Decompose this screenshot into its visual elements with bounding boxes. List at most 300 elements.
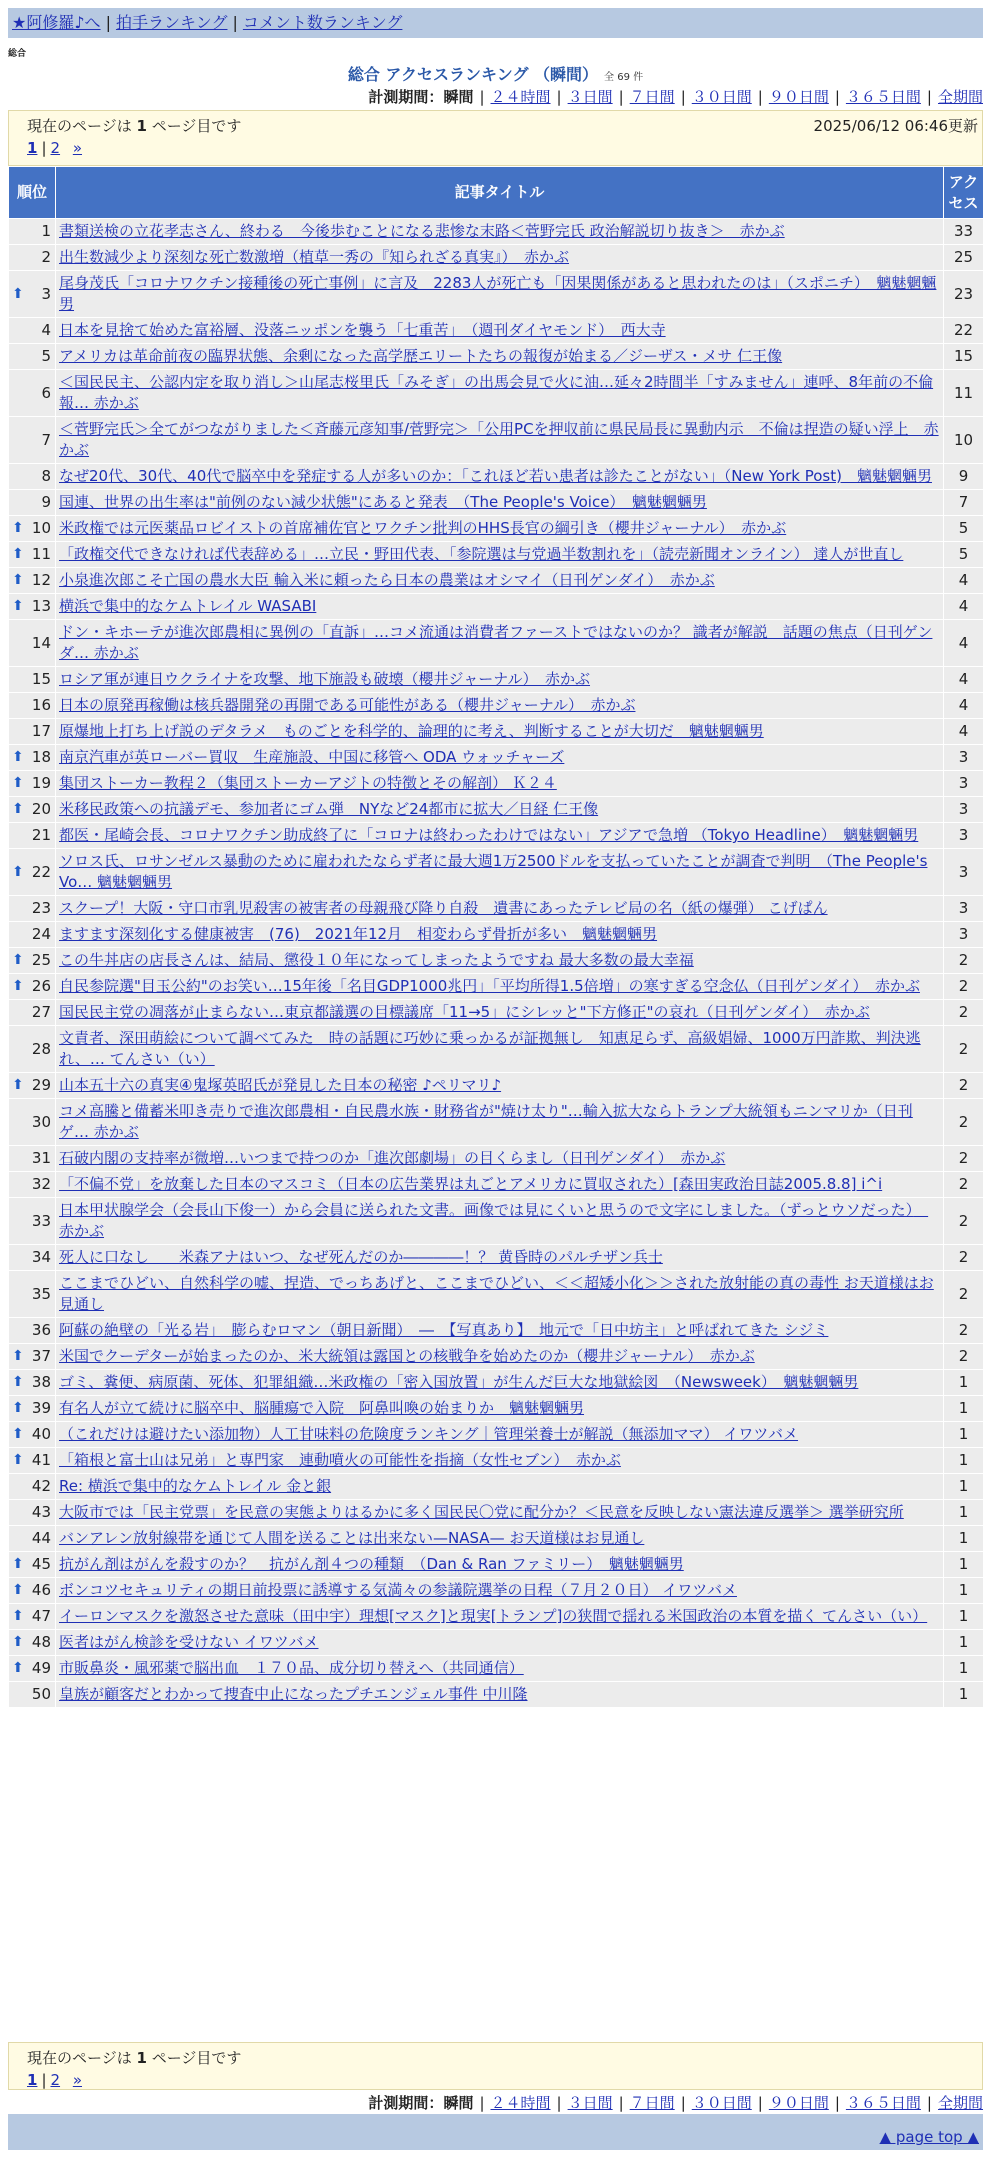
- title-cell: [56, 974, 944, 1000]
- access-count: 33: [944, 219, 984, 245]
- rank-number: 5: [41, 347, 51, 365]
- access-count: 4: [944, 693, 984, 719]
- title-cell: [56, 1500, 944, 1526]
- table-row: [9, 1682, 984, 1708]
- access-count: 3: [944, 922, 984, 948]
- table-row: [9, 219, 984, 245]
- rank-cell: [9, 823, 56, 849]
- period-separator: |: [834, 88, 840, 106]
- rank-cell: [9, 1073, 56, 1099]
- article-title-link[interactable]: Re: 横浜で集中的なケムトレイル 金と銀: [59, 1477, 332, 1495]
- access-count: 1: [944, 1630, 984, 1656]
- table-row: [9, 1448, 984, 1474]
- rank-number: 16: [31, 696, 51, 714]
- access-count: 1: [944, 1682, 984, 1708]
- rank-cell: [9, 1552, 56, 1578]
- rank-number: 1: [41, 222, 51, 240]
- rank-cell: [9, 344, 56, 370]
- rank-cell: [9, 1682, 56, 1708]
- rank-number: 39: [31, 1399, 51, 1417]
- title-cell: [56, 1422, 944, 1448]
- article-title-link[interactable]: 米政権では元医薬品ロビイストの首席補佐官とワクチン批判のHHS長官の綱引き（櫻井ジャーナル） 赤かぶ: [59, 519, 787, 537]
- rank-number: 20: [31, 800, 51, 818]
- rank-cell: [9, 1245, 56, 1271]
- table-row: [9, 542, 984, 568]
- period-option-link[interactable]: ３６５日間: [845, 2094, 921, 2112]
- title-cell: [56, 271, 944, 318]
- rank-number: 9: [41, 493, 51, 511]
- table-row: [9, 1500, 984, 1526]
- article-title-link[interactable]: ＜菅野完氏＞全てがつながりました＜斉藤元彦知事/菅野完＞「公用PCを押収前に県民局長に異動内示 不倫は捏造の疑い浮上 赤かぶ: [59, 420, 939, 459]
- article-title-link[interactable]: 南京汽車が英ローバー買収 生産施設、中国に移管へ ODA ウォッチャーズ: [59, 748, 565, 766]
- rank-cell: [9, 1344, 56, 1370]
- period-separator: |: [618, 88, 624, 106]
- page-links: 1 | 2 »: [27, 139, 83, 157]
- rank-number: 27: [31, 1003, 51, 1021]
- access-count: 2: [944, 1318, 984, 1344]
- item-count: 全 69 件: [604, 72, 644, 83]
- rank-cell: [9, 922, 56, 948]
- clap-ranking-link[interactable]: 拍手ランキング: [115, 13, 228, 32]
- rank-cell: [9, 974, 56, 1000]
- ranking-rows: [9, 219, 984, 1708]
- table-row: [9, 1000, 984, 1026]
- table-row: [9, 1271, 984, 1318]
- table-row: [9, 1073, 984, 1099]
- article-title-link[interactable]: 都医・尾崎会長、コロナワクチン助成終了に「コロナは終わったわけではない」アジアで急増 （Tokyo Headline） 魑魅魍魎男: [59, 826, 919, 844]
- access-count: 11: [944, 370, 984, 417]
- article-title-link[interactable]: イーロンマスクを激怒させた意味（田中宇）理想[マスク]と現実[トランプ]の狭間で揺れる米国政治の本質を描く てんさい（い）: [59, 1607, 928, 1625]
- title-cell: [56, 344, 944, 370]
- period-separator: |: [926, 2094, 932, 2112]
- article-title-link[interactable]: 抗がん剤はがんを殺すのか？ 抗がん剤４つの種類 （Dan & Ran ファミリー） 魑魅魍魎男: [59, 1555, 684, 1573]
- article-title-link[interactable]: 石破内閣の支持率が微増…いつまで持つのか「進次郎劇場」の目くらまし（日刊ゲンダイ） 赤かぶ: [59, 1149, 726, 1167]
- rank-up-arrow-icon: ⬆: [12, 1608, 24, 1624]
- access-count: 1: [944, 1474, 984, 1500]
- access-count: 3: [944, 771, 984, 797]
- access-count: 3: [944, 745, 984, 771]
- rank-cell: [9, 1656, 56, 1682]
- table-row: [9, 464, 984, 490]
- rank-up-arrow-icon: ⬆: [12, 775, 24, 791]
- rank-number: 6: [41, 383, 51, 402]
- article-title-link[interactable]: ますます深刻化する健康被害 (76) 2021年12月 相変わらず骨折が多い 魑魅魍魎男: [59, 925, 658, 943]
- rank-cell: [9, 318, 56, 344]
- article-title-link[interactable]: 市販鼻炎・風邪薬で脳出血 １７０品、成分切り替えへ（共同通信）: [59, 1659, 524, 1677]
- rank-cell: [9, 1526, 56, 1552]
- period-label: 計測期間：: [368, 88, 444, 106]
- title-cell: [56, 1000, 944, 1026]
- access-count: 7: [944, 490, 984, 516]
- article-title-link[interactable]: 原爆地上打ち上げ説のデタラメ ものごとを科学的、論理的に考え、判断することが大切だ 魑魅魍魎男: [59, 722, 764, 740]
- page-link-2[interactable]: 2: [50, 139, 61, 157]
- table-row: [9, 719, 984, 745]
- period-option-link[interactable]: 全期間: [937, 2094, 983, 2112]
- title-cell: [56, 1370, 944, 1396]
- period-option-link[interactable]: ３６５日間: [845, 88, 921, 106]
- title-cell: [56, 1146, 944, 1172]
- rank-up-arrow-icon: ⬆: [12, 1400, 24, 1416]
- title-cell: [56, 1271, 944, 1318]
- period-option-link[interactable]: ３０日間: [691, 2094, 752, 2112]
- rank-number: 44: [31, 1529, 51, 1547]
- title-cell: [56, 568, 944, 594]
- next-page-link[interactable]: »: [72, 139, 83, 157]
- period-option-link[interactable]: 全期間: [937, 88, 983, 106]
- access-count: 2: [944, 1271, 984, 1318]
- article-title-link[interactable]: 国連、世界の出生率は"前例のない減少状態"にあると発表 （The People's Voice） 魑魅魍魎男: [59, 493, 707, 511]
- title-cell: [56, 745, 944, 771]
- table-row: [9, 797, 984, 823]
- rank-number: 12: [31, 571, 51, 589]
- title-cell: [56, 1448, 944, 1474]
- table-row: [9, 620, 984, 667]
- article-title-link[interactable]: 書類送検の立花孝志さん、終わる 今後歩むことになる悲惨な末路＜菅野完氏 政治解説切り抜き＞ 赤かぶ: [59, 222, 785, 240]
- rank-cell: [9, 667, 56, 693]
- access-count: 3: [944, 849, 984, 896]
- updated-timestamp: 2025/06/12 06:46更新: [813, 117, 978, 135]
- table-row: [9, 1172, 984, 1198]
- rank-cell: [9, 1271, 56, 1318]
- ranking-title: 総合 アクセスランキング （瞬間）: [347, 65, 599, 84]
- access-count: 1: [944, 1422, 984, 1448]
- title-cell: [56, 1099, 944, 1146]
- rank-cell: [9, 594, 56, 620]
- title-cell: [56, 922, 944, 948]
- rank-up-arrow-icon: ⬆: [12, 1374, 24, 1390]
- table-row: [9, 849, 984, 896]
- table-row: [9, 922, 984, 948]
- rank-number: 48: [31, 1633, 51, 1651]
- table-row: [9, 1146, 984, 1172]
- table-row: [9, 823, 984, 849]
- table-row: [9, 771, 984, 797]
- title-cell: [56, 490, 944, 516]
- page-link-current[interactable]: 1: [27, 2071, 38, 2089]
- access-count: 1: [944, 1552, 984, 1578]
- article-title-link[interactable]: 山本五十六の真実④鬼塚英昭氏が発見した日本の秘密 ♪ペリマリ♪: [59, 1076, 502, 1094]
- home-link[interactable]: ★阿修羅♪へ: [12, 13, 101, 32]
- article-title-link[interactable]: 日本を見捨て始めた富裕層、没落ニッポンを襲う「七重苦」 （週刊ダイヤモンド） 西大寺: [59, 321, 666, 339]
- period-label: 計測期間：: [368, 2094, 444, 2112]
- article-title-link[interactable]: 文責者、深田萌絵について調べてみた 時の話題に巧妙に乗っかるが証拠無し 知恵足らず、高級娼婦、1000万円詐欺、判決逃れ、… てんさい（い）: [59, 1029, 921, 1068]
- rank-cell: [9, 1099, 56, 1146]
- title-cell: [56, 1474, 944, 1500]
- period-option-link[interactable]: ９０日間: [768, 2094, 829, 2112]
- title-cell: [56, 245, 944, 271]
- page-links: 1 | 2 »: [27, 2071, 83, 2089]
- rank-number: 30: [31, 1112, 51, 1131]
- rank-up-arrow-icon: ⬆: [12, 546, 24, 562]
- rank-number: 47: [31, 1607, 51, 1625]
- rank-cell: [9, 771, 56, 797]
- period-option-link[interactable]: ９０日間: [768, 88, 829, 106]
- access-count: 2: [944, 948, 984, 974]
- access-count: 2: [944, 1073, 984, 1099]
- rank-cell: [9, 1198, 56, 1245]
- access-count: 1: [944, 1448, 984, 1474]
- rank-up-arrow-icon: ⬆: [12, 1556, 24, 1572]
- rank-cell: [9, 464, 56, 490]
- rank-number: 36: [31, 1321, 51, 1339]
- table-row: [9, 417, 984, 464]
- rank-up-arrow-icon: ⬆: [12, 1426, 24, 1442]
- title-cell: [56, 370, 944, 417]
- title-cell: [56, 219, 944, 245]
- table-row: [9, 1526, 984, 1552]
- period-option-link[interactable]: ２４時間: [490, 2094, 551, 2112]
- article-title-link[interactable]: ＜国民民主、公認内定を取り消し＞山尾志桜里氏「みそぎ」の出馬会見で火に油…延々2時間半「すみません」連呼、8年前の不倫報… 赤かぶ: [59, 373, 934, 412]
- period-separator: |: [757, 2094, 763, 2112]
- table-row: [9, 1396, 984, 1422]
- access-count: 1: [944, 1526, 984, 1552]
- table-row: [9, 1099, 984, 1146]
- table-row: [9, 1370, 984, 1396]
- rank-number: 8: [41, 467, 51, 485]
- title-cell: [56, 693, 944, 719]
- article-title-link[interactable]: この牛丼店の店長さんは、結局、懲役１０年になってしまったようですね 最大多数の最大幸福: [59, 951, 694, 969]
- article-title-link[interactable]: ボンコツセキュリティの期日前投票に誘導する気満々の参議院選挙の日程（７月２０日） イワツバメ: [59, 1581, 737, 1599]
- article-title-link[interactable]: 「政権交代できなければ代表辞める」…立民・野田代表、「参院選は与党過半数割れを」（読売新聞オンライン） 達人が世直し: [59, 545, 904, 563]
- rank-number: 26: [31, 977, 51, 995]
- rank-number: 22: [31, 862, 51, 881]
- title-cell: [56, 948, 944, 974]
- title-cell: [56, 1396, 944, 1422]
- period-selector-top: [368, 86, 983, 107]
- title-cell: [56, 542, 944, 568]
- rank-header: 順位: [9, 167, 56, 219]
- table-row: [9, 344, 984, 370]
- rank-cell: [9, 797, 56, 823]
- page-title: [0, 62, 991, 85]
- period-separator: |: [479, 2094, 485, 2112]
- access-count: 4: [944, 594, 984, 620]
- article-title-link[interactable]: 米移民政策への抗議デモ、参加者にゴム弾 NYなど24都市に拡大／日経 仁王像: [59, 800, 599, 818]
- article-title-link[interactable]: 有名人が立て続けに脳卒中、脳腫瘍で入院 阿鼻叫喚の始まりか 魑魅魍魎男: [59, 1399, 585, 1417]
- title-cell: [56, 1172, 944, 1198]
- title-cell: [56, 1656, 944, 1682]
- period-selector-bottom: [368, 2092, 983, 2113]
- title-cell: [56, 594, 944, 620]
- article-title-link[interactable]: 医者はがん検診を受けない イワツバメ: [59, 1633, 319, 1651]
- rank-cell: [9, 490, 56, 516]
- table-row: [9, 1422, 984, 1448]
- title-cell: [56, 1552, 944, 1578]
- article-title-link[interactable]: ゴミ、糞便、病原菌、死体、犯罪組織…米政権の「密入国放置」が生んだ巨大な地獄絵図 （Newsweek） 魑魅魍魎男: [59, 1373, 859, 1391]
- article-title-link[interactable]: 死人に口なし 米森アナはいつ、なぜ死んだのか――――！？ 黄昏時のパルチザン兵士: [59, 1248, 663, 1266]
- article-title-link[interactable]: 米国でクーデターが始まったのか、米大統領は露国との核戦争を始めたのか（櫻井ジャーナル） 赤かぶ: [59, 1347, 755, 1365]
- access-count: 1: [944, 1370, 984, 1396]
- page-link-current[interactable]: 1: [27, 139, 38, 157]
- period-separator: |: [479, 88, 485, 106]
- article-title-link[interactable]: 「箱根と富士山は兄弟」と専門家 連動噴火の可能性を指摘（女性セブン） 赤かぶ: [59, 1451, 621, 1469]
- access-count: 1: [944, 1396, 984, 1422]
- rank-number: 21: [31, 826, 51, 844]
- table-row: [9, 516, 984, 542]
- table-row: [9, 370, 984, 417]
- article-title-link[interactable]: アメリカは革命前夜の臨界状態、余剰になった高学歴エリートたちの報復が始まる／ジーザス・メサ 仁王像: [59, 347, 783, 365]
- rank-up-arrow-icon: ⬆: [12, 1077, 24, 1093]
- access-count: 2: [944, 1172, 984, 1198]
- article-title-link[interactable]: ここまでひどい、自然科学の嘘、捏造、でっちあげと、ここまでひどい、＜＜超矮小化＞＞された放射能の真の毒性 お天道様はお見通し: [59, 1274, 934, 1313]
- article-title-link[interactable]: なぜ20代、30代、40代で脳卒中を発症する人が多いのか：「これほど若い患者は診たことがない」（New York Post) 魑魅魍魎男: [59, 467, 932, 485]
- period-option-link[interactable]: ７日間: [629, 2094, 675, 2112]
- table-row: [9, 896, 984, 922]
- rank-number: 32: [31, 1175, 51, 1193]
- rank-number: 37: [31, 1347, 51, 1365]
- title-cell: [56, 1344, 944, 1370]
- rank-number: 46: [31, 1581, 51, 1599]
- title-cell: [56, 1682, 944, 1708]
- article-title-link[interactable]: 自民参院選"目玉公約"のお笑い…15年後「名目GDP1000兆円」「平均所得1.5倍増」の寒すぎる空念仏（日刊ゲンダイ） 赤かぶ: [59, 977, 920, 995]
- table-row: [9, 1318, 984, 1344]
- period-current: 瞬間: [443, 2094, 474, 2112]
- article-title-link[interactable]: 尾身茂氏「コロナワクチン接種後の死亡事例」に言及 2283人が死亡も「因果関係があると思われたのは」（スポニチ） 魑魅魍魎男: [59, 274, 937, 313]
- article-title-link[interactable]: 皇族が顧客だとわかって捜査中止になったプチエンジェル事件 中川隆: [59, 1685, 528, 1703]
- page-link-2[interactable]: 2: [50, 2071, 61, 2089]
- article-title-link[interactable]: ロシア軍が連日ウクライナを攻撃、地下施設も破壊（櫻井ジャーナル） 赤かぶ: [59, 670, 591, 688]
- rank-number: 7: [41, 430, 51, 449]
- table-row: [9, 1604, 984, 1630]
- table-row: [9, 594, 984, 620]
- pager-bottom: [8, 2042, 983, 2090]
- rank-cell: [9, 1604, 56, 1630]
- article-title-link[interactable]: 横浜で集中的なケムトレイル WASABI: [59, 597, 317, 615]
- access-count: 4: [944, 568, 984, 594]
- article-title-link[interactable]: 日本甲状腺学会（会長山下俊一）から会員に送られた文書。画像では見にくいと思うので文字にしました。（ずっとウソだった） 赤かぶ: [59, 1201, 929, 1240]
- page-status: 現在のページは 1 ページ目です: [27, 117, 242, 135]
- table-header-row: [9, 167, 984, 219]
- table-row: [9, 318, 984, 344]
- rank-cell: [9, 1146, 56, 1172]
- rank-up-arrow-icon: ⬆: [12, 749, 24, 765]
- comment-ranking-link[interactable]: コメント数ランキング: [242, 13, 403, 32]
- access-count: 15: [944, 344, 984, 370]
- access-count: 3: [944, 896, 984, 922]
- period-option-link[interactable]: ３日間: [567, 88, 613, 106]
- rank-number: 34: [31, 1248, 51, 1266]
- article-title-link[interactable]: 「不偏不党」を放棄した日本のマスコミ（日本の広告業界は丸ごとアメリカに買収された）[森田実政治日誌2005.8.8] i^i: [59, 1175, 883, 1193]
- article-title-link[interactable]: 出生数減少より深刻な死亡数激増（植草一秀の『知られざる真実』） 赤かぶ: [59, 248, 570, 266]
- access-count: 1: [944, 1604, 984, 1630]
- rank-cell: [9, 948, 56, 974]
- access-count: 1: [944, 1656, 984, 1682]
- article-title-link[interactable]: スクープ！大阪・守口市乳児殺害の被害者の母親飛び降り自殺 遺書にあったテレビ局の名（紙の爆弾） こげぱん: [59, 899, 828, 917]
- period-option-link[interactable]: ３０日間: [691, 88, 752, 106]
- period-separator: |: [757, 88, 763, 106]
- period-option-link[interactable]: ７日間: [629, 88, 675, 106]
- rank-cell: [9, 417, 56, 464]
- access-count: 3: [944, 797, 984, 823]
- article-title-link[interactable]: 小泉進次郎こそ亡国の農水大臣 輸入米に頼ったら日本の農業はオシマイ（日刊ゲンダイ） 赤かぶ: [59, 571, 715, 589]
- rank-number: 3: [41, 284, 51, 303]
- rank-cell: [9, 1630, 56, 1656]
- article-title-link[interactable]: （これだけは避けたい添加物）人工甘味料の危険度ランキング｜管理栄養士が解説（無添加ママ） イワツバメ: [59, 1425, 799, 1443]
- rank-cell: [9, 1172, 56, 1198]
- rank-cell: [9, 1448, 56, 1474]
- table-row: [9, 1578, 984, 1604]
- period-current: 瞬間: [443, 88, 474, 106]
- rank-number: 41: [31, 1451, 51, 1469]
- rank-cell: [9, 568, 56, 594]
- article-title-link[interactable]: 大阪市では「民主党票」を民意の実態よりはるかに多く国民民〇党に配分か？＜民意を反映しない憲法違反選挙＞ 選挙研究所: [59, 1503, 904, 1521]
- rank-cell: [9, 745, 56, 771]
- rank-up-arrow-icon: ⬆: [12, 1582, 24, 1598]
- period-option-link[interactable]: ３日間: [567, 2094, 613, 2112]
- rank-cell: [9, 1500, 56, 1526]
- access-count: 9: [944, 464, 984, 490]
- title-cell: [56, 620, 944, 667]
- article-title-link[interactable]: 国民民主党の凋落が止まらない…東京都議選の目標議席「11→5」にシレッと"下方修正"の哀れ（日刊ゲンダイ） 赤かぶ: [59, 1003, 870, 1021]
- rank-number: 15: [31, 670, 51, 688]
- nav-separator: |: [232, 13, 238, 32]
- rank-up-arrow-icon: ⬆: [12, 1634, 24, 1650]
- title-cell: [56, 1245, 944, 1271]
- rank-number: 24: [31, 925, 51, 943]
- title-cell: [56, 1630, 944, 1656]
- rank-number: 4: [41, 321, 51, 339]
- rank-up-arrow-icon: ⬆: [12, 1452, 24, 1468]
- article-title-link[interactable]: ソロス氏、ロサンゼルス暴動のために雇われたならず者に最大週1万2500ドルを支払っていたことが調査で判明 （The People's Vo… 魑魅魍魎男: [59, 852, 928, 891]
- article-title-link[interactable]: コメ高騰と備蓄米叩き売りで進次郎農相・自民農水族・財務省が"焼け太り"…輸入拡大ならトランプ大統領もニンマリか（日刊ゲ… 赤かぶ: [59, 1102, 913, 1141]
- article-title-link[interactable]: バンアレン放射線帯を通じて人間を送ることは出来ない—NASA— お天道様はお見通し: [59, 1529, 645, 1547]
- rank-up-arrow-icon: ⬆: [12, 285, 24, 302]
- table-row: [9, 1026, 984, 1073]
- rank-up-arrow-icon: ⬆: [12, 1660, 24, 1676]
- article-title-link[interactable]: 日本の原発再稼働は核兵器開発の再開である可能性がある（櫻井ジャーナル） 赤かぶ: [59, 696, 636, 714]
- table-row: [9, 1552, 984, 1578]
- rank-cell: [9, 620, 56, 667]
- access-count: 4: [944, 719, 984, 745]
- title-cell: [56, 667, 944, 693]
- access-count: 1: [944, 1578, 984, 1604]
- period-option-link[interactable]: ２４時間: [490, 88, 551, 106]
- access-count: 5: [944, 542, 984, 568]
- article-title-link[interactable]: 集団ストーカー教程２（集団ストーカーアジトの特徴とその解剖） Ｋ２４: [59, 774, 557, 792]
- table-row: [9, 490, 984, 516]
- access-count: 23: [944, 271, 984, 318]
- access-count: 2: [944, 974, 984, 1000]
- rank-cell: [9, 516, 56, 542]
- rank-number: 43: [31, 1503, 51, 1521]
- title-cell: [56, 797, 944, 823]
- rank-cell: [9, 1318, 56, 1344]
- next-page-link[interactable]: »: [72, 2071, 83, 2089]
- article-title-link[interactable]: ドン・キホーテが進次郎農相に異例の「直訴」…コメ流通は消費者ファーストではないのか？ 識者が解説 話題の焦点（日刊ゲンダ… 赤かぶ: [59, 623, 933, 662]
- rank-cell: [9, 719, 56, 745]
- title-cell: [56, 771, 944, 797]
- period-separator: |: [680, 88, 686, 106]
- table-row: [9, 1656, 984, 1682]
- access-count: 2: [944, 1146, 984, 1172]
- title-cell: [56, 1526, 944, 1552]
- rank-cell: [9, 849, 56, 896]
- title-cell: [56, 896, 944, 922]
- period-separator: |: [926, 88, 932, 106]
- rank-number: 35: [31, 1284, 51, 1303]
- rank-number: 49: [31, 1659, 51, 1677]
- rank-cell: [9, 542, 56, 568]
- title-cell: [56, 1578, 944, 1604]
- rank-cell: [9, 1370, 56, 1396]
- nav-separator: |: [105, 13, 111, 32]
- article-title-link[interactable]: 阿蘇の絶壁の「光る岩」 膨らむロマン（朝日新聞） ― 【写真あり】 地元で「日中坊主」と呼ばれてきた シジミ: [59, 1321, 829, 1339]
- page-top-link[interactable]: ▲ page top ▲: [879, 2128, 979, 2146]
- period-separator: |: [556, 88, 562, 106]
- table-row: [9, 271, 984, 318]
- table-row: [9, 1198, 984, 1245]
- period-separator: |: [834, 2094, 840, 2112]
